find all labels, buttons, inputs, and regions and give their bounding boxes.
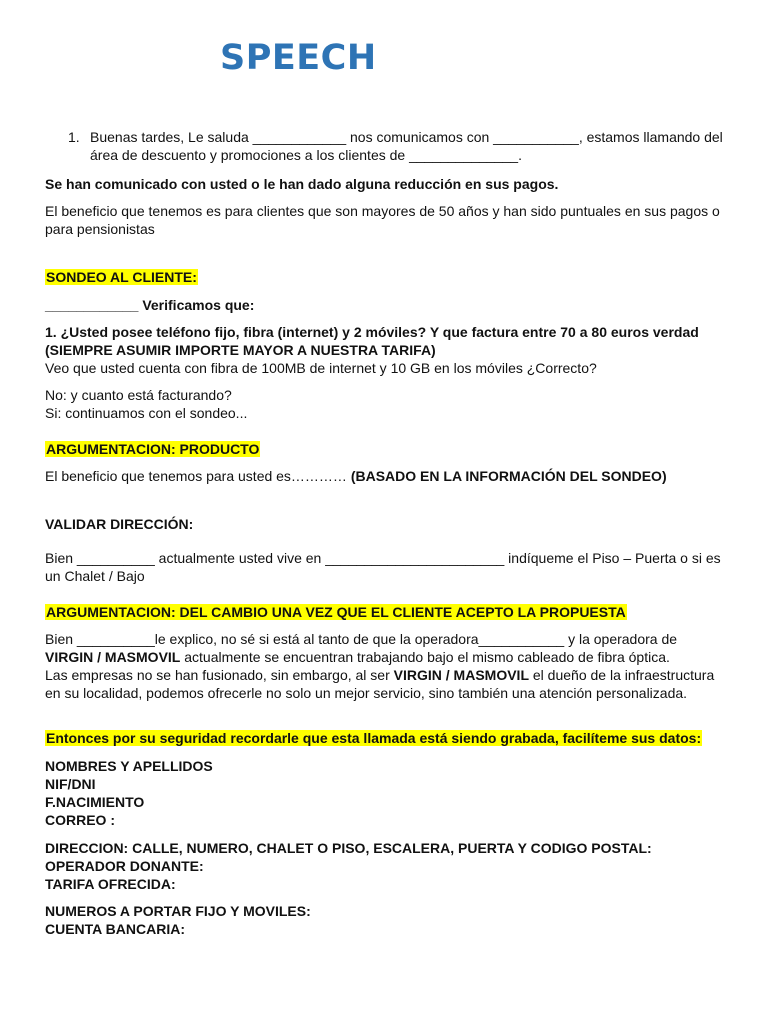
- arg-producto-heading-block: [45, 440, 725, 458]
- seguridad-block: [45, 729, 725, 747]
- arg-cambio-heading-block: [45, 603, 725, 621]
- field-nif: NIF/DNI: [45, 776, 96, 792]
- field-nacimiento: F.NACIMIENTO: [45, 794, 145, 810]
- validar-text: Bien __________ actualmente usted vive en _______________________ indíqueme el Piso – Puerta o si es un Chalet / Bajo: [45, 550, 721, 584]
- arg-producto-heading: ARGUMENTACION: PRODUCTO: [46, 441, 260, 457]
- sondeo-heading-block: [45, 268, 725, 286]
- question-reduccion: Se han comunicado con usted o le han dado alguna reducción en sus pagos.: [45, 176, 559, 192]
- datos-block-2: [45, 839, 725, 893]
- beneficio-intro: El beneficio que tenemos es para clientes que son mayores de 50 años y han sido puntuales en sus pagos o para pensionistas: [45, 203, 720, 237]
- field-cuenta: CUENTA BANCARIA:: [45, 921, 185, 937]
- validar-heading: VALIDAR DIRECCIÓN:: [45, 516, 194, 532]
- arg-producto-body: El beneficio que tenemos para usted es…………: [45, 468, 347, 484]
- list-item-1: [68, 128, 728, 164]
- field-tarifa: TARIFA OFRECIDA:: [45, 876, 176, 892]
- field-numeros: NUMEROS A PORTAR FIJO Y MOVILES:: [45, 903, 311, 919]
- datos-block-1: [45, 757, 725, 829]
- field-correo: CORREO :: [45, 812, 115, 828]
- seguridad-heading: Entonces por su seguridad recordarle que esta llamada está siendo grabada, facilíteme sus datos:: [46, 730, 702, 746]
- question-1-line-1: 1. ¿Usted posee teléfono fijo, fibra (internet) y 2 móviles? Y que factura entre 70 a 80 euros verdad: [45, 324, 699, 340]
- datos-block-3: [45, 902, 725, 938]
- question-1-line-2: (SIEMPRE ASUMIR IMPORTE MAYOR A NUESTRA TARIFA): [45, 342, 436, 358]
- slash-separator: /: [93, 649, 105, 665]
- field-nombres: NOMBRES Y APELLIDOS: [45, 758, 213, 774]
- masmovil-label: MASMOVIL: [104, 649, 181, 665]
- list-item-number: 1.: [68, 129, 80, 145]
- field-operador: OPERADOR DONANTE:: [45, 858, 204, 874]
- page-title: SPEECH: [220, 38, 377, 78]
- arg-cambio-line-3-c: el dueño de la infraestructura en su localidad, podemos ofrecerle no solo un mejor servicio, sino también una atención personalizada.: [45, 667, 715, 701]
- arg-producto-bold: (BASADO EN LA INFORMACIÓN DEL SONDEO): [350, 468, 667, 484]
- arg-producto-text: [45, 467, 725, 485]
- answer-no: No: y cuanto está facturando?: [45, 387, 232, 403]
- answers-block: [45, 386, 725, 422]
- list-item-text: Buenas tardes, Le saluda ____________ nos comunicamos con ___________, estamos llamando del área de descuento y promociones a los clientes de ______________.: [90, 129, 723, 163]
- question-1-block: [45, 323, 725, 377]
- verificamos-line: ____________ Verificamos que:: [45, 297, 255, 313]
- arg-cambio-line-3-a: Las empresas no se han fusionado, sin embargo, al ser: [45, 667, 394, 683]
- arg-cambio-line-1: Bien __________le explico, no sé si está al tanto de que la operadora___________ y la operadora de: [45, 631, 678, 647]
- virgin-label: VIRGIN: [45, 649, 94, 665]
- arg-cambio-line-2: [45, 648, 725, 666]
- arg-cambio-heading: ARGUMENTACION: DEL CAMBIO UNA VEZ QUE EL CLIENTE ACEPTO LA PROPUESTA: [46, 604, 626, 620]
- field-direccion: DIRECCION: CALLE, NUMERO, CHALET O PISO, ESCALERA, PUERTA Y CODIGO POSTAL:: [45, 840, 652, 856]
- answer-si: Si: continuamos con el sondeo...: [45, 405, 248, 421]
- arg-cambio-paragraph: [45, 630, 725, 702]
- question-1-line-3: Veo que usted cuenta con fibra de 100MB de internet y 10 GB en los móviles ¿Correcto?: [45, 360, 597, 376]
- arg-cambio-line-2-rest: actualmente se encuentran trabajando bajo el mismo cableado de fibra óptica.: [180, 649, 670, 665]
- sondeo-heading: SONDEO AL CLIENTE:: [46, 269, 197, 285]
- arg-cambio-line-3: [45, 666, 725, 702]
- virgin-masmovil-label: VIRGIN / MASMOVIL: [393, 667, 529, 683]
